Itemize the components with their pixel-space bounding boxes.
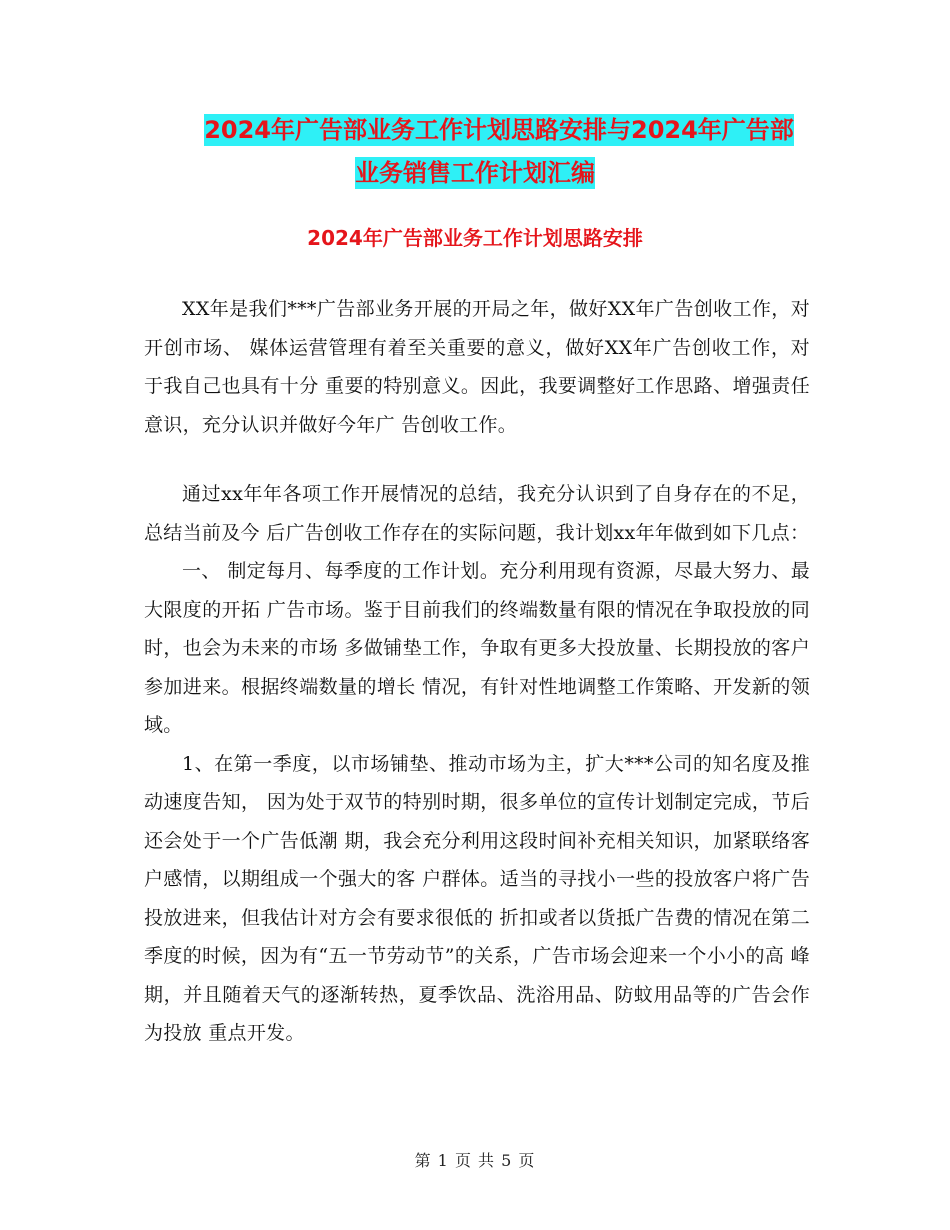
paragraph-4: 1、在第一季度，以市场铺垫、推动市场为主，扩大***公司的知名度及推动速度告知， 因为处于双节的特别时期，很多单位的宣传计划制定完成，节后还会处于一个广告低潮 期，我会充分利用这段时间补充相关知识，加紧联络客户感情，以期组成一个强大的客 户群体。适当的寻找小一些的投放客户将广告投放进来，但我估计对方会有要求很低的 折扣或者以货抵广告费的情况在第二季度的时候，因为有“五一节劳动节”的关系，广告市场会迎来一个小小的高 峰期，并且随着天气的逐渐转热，夏季饮品、洗浴用品、防蚊用品等的广告会作为投放 重点开发。 (144, 752, 810, 1044)
plan-paragraph-block (144, 475, 810, 1053)
page-footer: 第 1 页 共 5 页 (414, 1151, 536, 1170)
document-title-highlight-2: 业务销售工作计划汇编 (355, 159, 595, 187)
document-title-line-1 (24, 114, 950, 146)
intro-paragraph-block (144, 290, 810, 444)
paragraph-3: 一、 制定每月、每季度的工作计划。充分利用现有资源，尽最大努力、最大限度的开拓 广告市场。鉴于目前我们的终端数量有限的情况在争取投放的同时，也会为未来的市场 多做铺垫工作，争取有更多大投放量、长期投放的客户参加进来。根据终端数量的增长 情况，有针对性地调整工作策略、开发新的领域。 (144, 560, 810, 736)
paragraph-1: XX年是我们***广告部业务开展的开局之年，做好XX年广告创收工作，对开创市场、 媒体运营管理有着至关重要的意义，做好XX年广告创收工作，对于我自己也具有十分 重要的特别意义。因此，我要调整好工作思路、增强责任意识，充分认识并做好今年广 告创收工作。 (144, 298, 810, 436)
paragraph-2: 通过xx年年各项工作开展情况的总结，我充分认识到了自身存在的不足，总结当前及今 后广告创收工作存在的实际问题，我计划xx年年做到如下几点： (144, 483, 810, 544)
section-heading: 2024年广告部业务工作计划思路安排 (307, 226, 643, 250)
document-title-line-2 (0, 157, 950, 189)
document-title-highlight-1: 2024年广告部业务工作计划思路安排与2024年广告部 (204, 116, 794, 144)
